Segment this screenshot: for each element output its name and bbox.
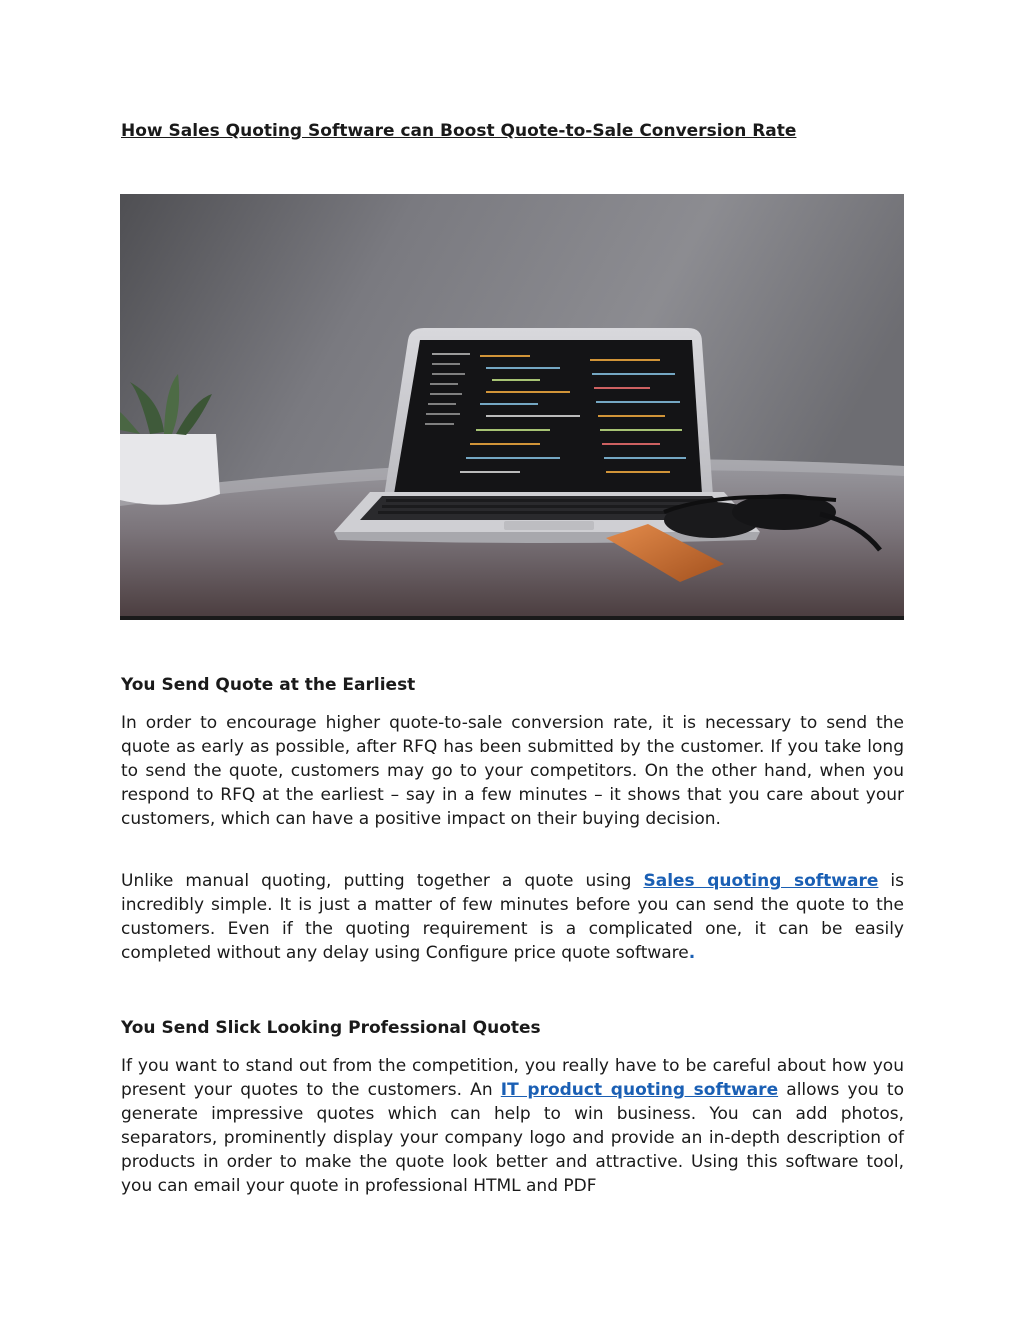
- paragraph-earliest-2-text-a: Unlike manual quoting, putting together a quote using: [121, 871, 644, 891]
- laptop-photo: [120, 194, 904, 620]
- paragraph-professional-1-text-b: allows you to generate impressive quotes which can help to win business. You can add photos, separators, prominently display your company logo and provide an in-depth description of products in order to make the quote look better and attractive. Using this software tool, you can email your quote in professional HTML and PDF: [121, 1080, 904, 1196]
- paragraph-earliest-2-text-b: is incredibly simple. It is just a matter of few minutes before you can send the quote to the customers. Even if the quoting requirement is a complicated one, it can be easily completed without any delay using Configure price quote software: [121, 871, 904, 963]
- paragraph-earliest-2-period: .: [688, 943, 696, 963]
- section-heading-earliest: You Send Quote at the Earliest: [121, 675, 416, 695]
- paragraph-earliest-1: In order to encourage higher quote-to-sale conversion rate, it is necessary to send the quote as early as possible, after RFQ has been submitted by the customer. If you take long to send the quote, customers may go to your competitors. On the other hand, when you respond to RFQ at the earliest – say in a few minutes – it shows that you care about your customers, which can have a positive impact on their buying decision.: [121, 713, 904, 829]
- paragraph-earliest-2: [121, 869, 904, 965]
- paragraph-professional-1: [121, 1054, 904, 1198]
- it-product-quoting-software-link[interactable]: IT product quoting software: [500, 1080, 779, 1100]
- document-title: How Sales Quoting Software can Boost Quote-to-Sale Conversion Rate: [121, 121, 797, 141]
- sales-quoting-software-link[interactable]: Sales quoting software: [643, 871, 879, 891]
- section-heading-professional: You Send Slick Looking Professional Quotes: [121, 1018, 541, 1038]
- paragraph-professional-1-text-a: If you want to stand out from the competition, you really have to be careful about how you present your quotes to the customers. An: [121, 1056, 904, 1100]
